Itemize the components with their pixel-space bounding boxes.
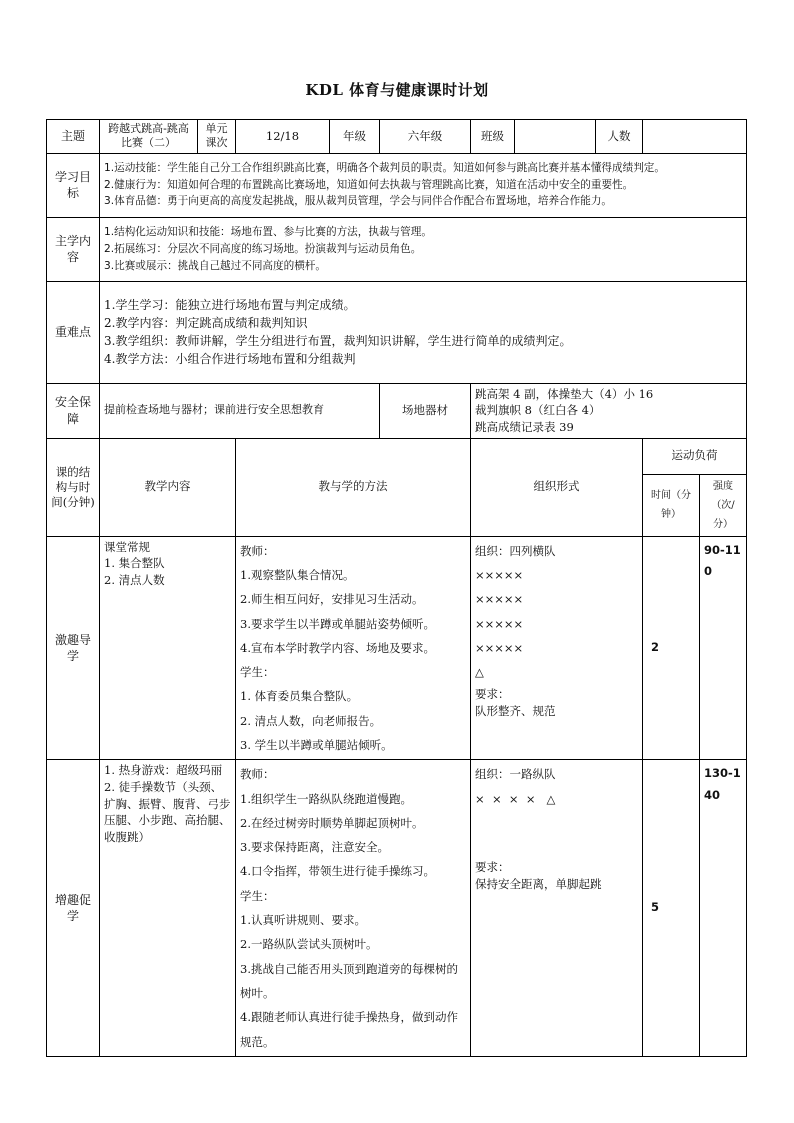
intensity-line: 130-1 [704,766,741,781]
org-title: 组织：一路纵队 [475,767,556,782]
section-methods [236,760,471,1057]
method-line: 4.口令指挥，带领生进行徒手操练习。 [240,864,435,879]
page-title: KDL 体育与健康课时计划 [305,81,489,99]
method-line: 学生： [240,665,275,680]
load-header: 运动负荷 [643,438,747,474]
section-time: 5 [643,760,700,1057]
method-line: 1.认真听讲规则、要求。 [240,913,366,928]
content-item: 2.拓展练习：分层次不同高度的练习场地。扮演裁判与运动员角色。 [104,242,422,255]
section-methods [236,536,471,760]
section-content-item: 2. 徒手操数节（头颈、扩胸、振臂、腹背、弓步压腿、小步跑、高抬腿、收腹跳） [104,779,231,844]
org-requirement-text: 保持安全距离，单脚起跳 [475,877,602,892]
formation-row: ××××× [475,567,524,582]
content-item: 3.比赛或展示：挑战自己越过不同高度的横杆。 [104,259,326,272]
equipment-item: 跳高架 4 副，体操垫大（4）小 16 [475,386,654,401]
intensity-line: 40 [704,788,721,803]
method-line: 1.组织学生一路纵队绕跑道慢跑。 [240,791,412,806]
section-row [47,760,747,1057]
column-header-row [47,438,747,474]
method-line: 3.要求保持距离，注意安全。 [240,840,389,855]
equipment-list [471,383,747,438]
formation-row: ××××× [475,640,524,655]
count-value [643,120,747,154]
teaching-content-header: 教学内容 [100,438,236,536]
goal-item: 3.体育品德：勇于向更高的高度发起挑战，服从裁判员管理，学会与同伴合作配合布置场地，培养合作能力。 [104,195,613,208]
method-line: 4.宣布本学时教学内容、场地及要求。 [240,640,435,655]
section-organization [471,536,643,760]
method-header: 教与学的方法 [236,438,471,536]
method-line: 3. 学生以半蹲或单腿站倾听。 [240,737,393,752]
method-line: 2.一路纵队尝试头顶树叶。 [240,937,378,952]
keypoints-list [100,281,747,383]
org-requirement-text: 队形整齐、规范 [475,704,556,719]
org-title: 组织：四列横队 [475,543,556,558]
safety-value: 提前检查场地与器材；课前进行安全思想教育 [100,383,380,438]
section-row [47,536,747,760]
section-content-item: 2. 清点人数 [104,572,165,587]
section-organization [471,760,643,1057]
content-row [47,217,747,281]
topic-label: 主题 [47,120,100,154]
formation-row: × × × × △ [475,791,556,806]
keypoints-label: 重难点 [47,281,100,383]
class-value [515,120,596,154]
keypoint-item: 4.教学方法：小组合作进行场地布置和分组裁判 [104,352,356,367]
safety-row [47,383,747,438]
equipment-item: 裁判旗帜 8（红白各 4） [475,403,601,418]
method-line: 1.观察整队集合情况。 [240,567,355,582]
keypoint-item: 2.教学内容：判定跳高成绩和裁判知识 [104,316,308,331]
method-line: 2.在经过树旁时顺势单脚起顶树叶。 [240,815,424,830]
class-label: 班级 [471,120,515,154]
keypoint-item: 3.教学组织：教师讲解，学生分组进行布置，裁判知识讲解，学生进行简单的成绩判定。 [104,334,572,349]
content-list [100,217,747,281]
section-content [100,760,236,1057]
section-content-title: 课堂常规 [104,539,150,554]
structure-header: 课的结构与时间(分钟) [47,438,100,536]
method-line: 3.挑战自己能否用头顶到跑道旁的每棵树的树叶。 [240,961,458,1000]
goals-list [100,153,747,217]
keypoints-row [47,281,747,383]
grade-value: 六年级 [380,120,471,154]
unit-label: 单元课次 [198,120,236,154]
intensity-line: 90-11 [704,542,741,557]
goals-label: 学习目标 [47,153,100,217]
safety-label: 安全保障 [47,383,100,438]
topic-value: 跨越式跳高-跳高比赛（二） [100,120,198,154]
section-content [100,536,236,760]
section-intensity [700,536,747,760]
time-header: 时间（分钟） [643,474,700,536]
method-line: 4.跟随老师认真进行徒手操热身，做到动作规范。 [240,1010,458,1049]
equipment-label: 场地器材 [380,383,471,438]
org-requirement-title: 要求： [475,687,510,702]
unit-value: 12/18 [236,120,330,154]
organization-header: 组织形式 [471,438,643,536]
lesson-plan-table [46,119,747,1057]
formation-row: △ [475,665,484,680]
method-line: 学生： [240,888,275,903]
method-line: 1. 体育委员集合整队。 [240,689,359,704]
goals-row [47,153,747,217]
content-label: 主学内容 [47,217,100,281]
section-label: 增趣促学 [47,760,100,1057]
intensity-line: 0 [704,564,713,579]
equipment-item: 跳高成绩记录表 39 [475,419,574,434]
count-label: 人数 [596,120,643,154]
formation-row: ××××× [475,616,524,631]
method-line: 2.师生相互问好，安排见习生活动。 [240,592,424,607]
method-line: 教师： [240,543,275,558]
goal-item: 2.健康行为：知道如何合理的布置跳高比赛场地，知道如何去执裁与管理跳高比赛，知道在活动中安全的重要性。 [104,178,634,191]
section-label: 激趣导学 [47,536,100,760]
section-intensity [700,760,747,1057]
section-time: 2 [643,536,700,760]
method-line: 教师： [240,767,275,782]
method-line: 2. 清点人数，向老师报告。 [240,713,382,728]
formation-row: ××××× [475,592,524,607]
header-row [47,120,747,154]
section-content-item: 1. 集合整队 [104,556,165,571]
org-requirement-title: 要求： [475,859,510,874]
section-content-item: 1. 热身游戏：超级玛丽 [104,763,223,778]
grade-label: 年级 [330,120,380,154]
intensity-header: 强度（次/分） [700,474,747,536]
goal-item: 1.运动技能：学生能自己分工合作组织跳高比赛，明确各个裁判员的职责。知道如何参与跳高比赛并基本懂得成绩判定。 [104,162,665,175]
keypoint-item: 1.学生学习：能独立进行场地布置与判定成绩。 [104,298,356,313]
method-line: 3.要求学生以半蹲或单腿站姿势倾听。 [240,616,435,631]
content-item: 1.结构化运动知识和技能：场地布置、参与比赛的方法，执裁与管理。 [104,225,432,238]
